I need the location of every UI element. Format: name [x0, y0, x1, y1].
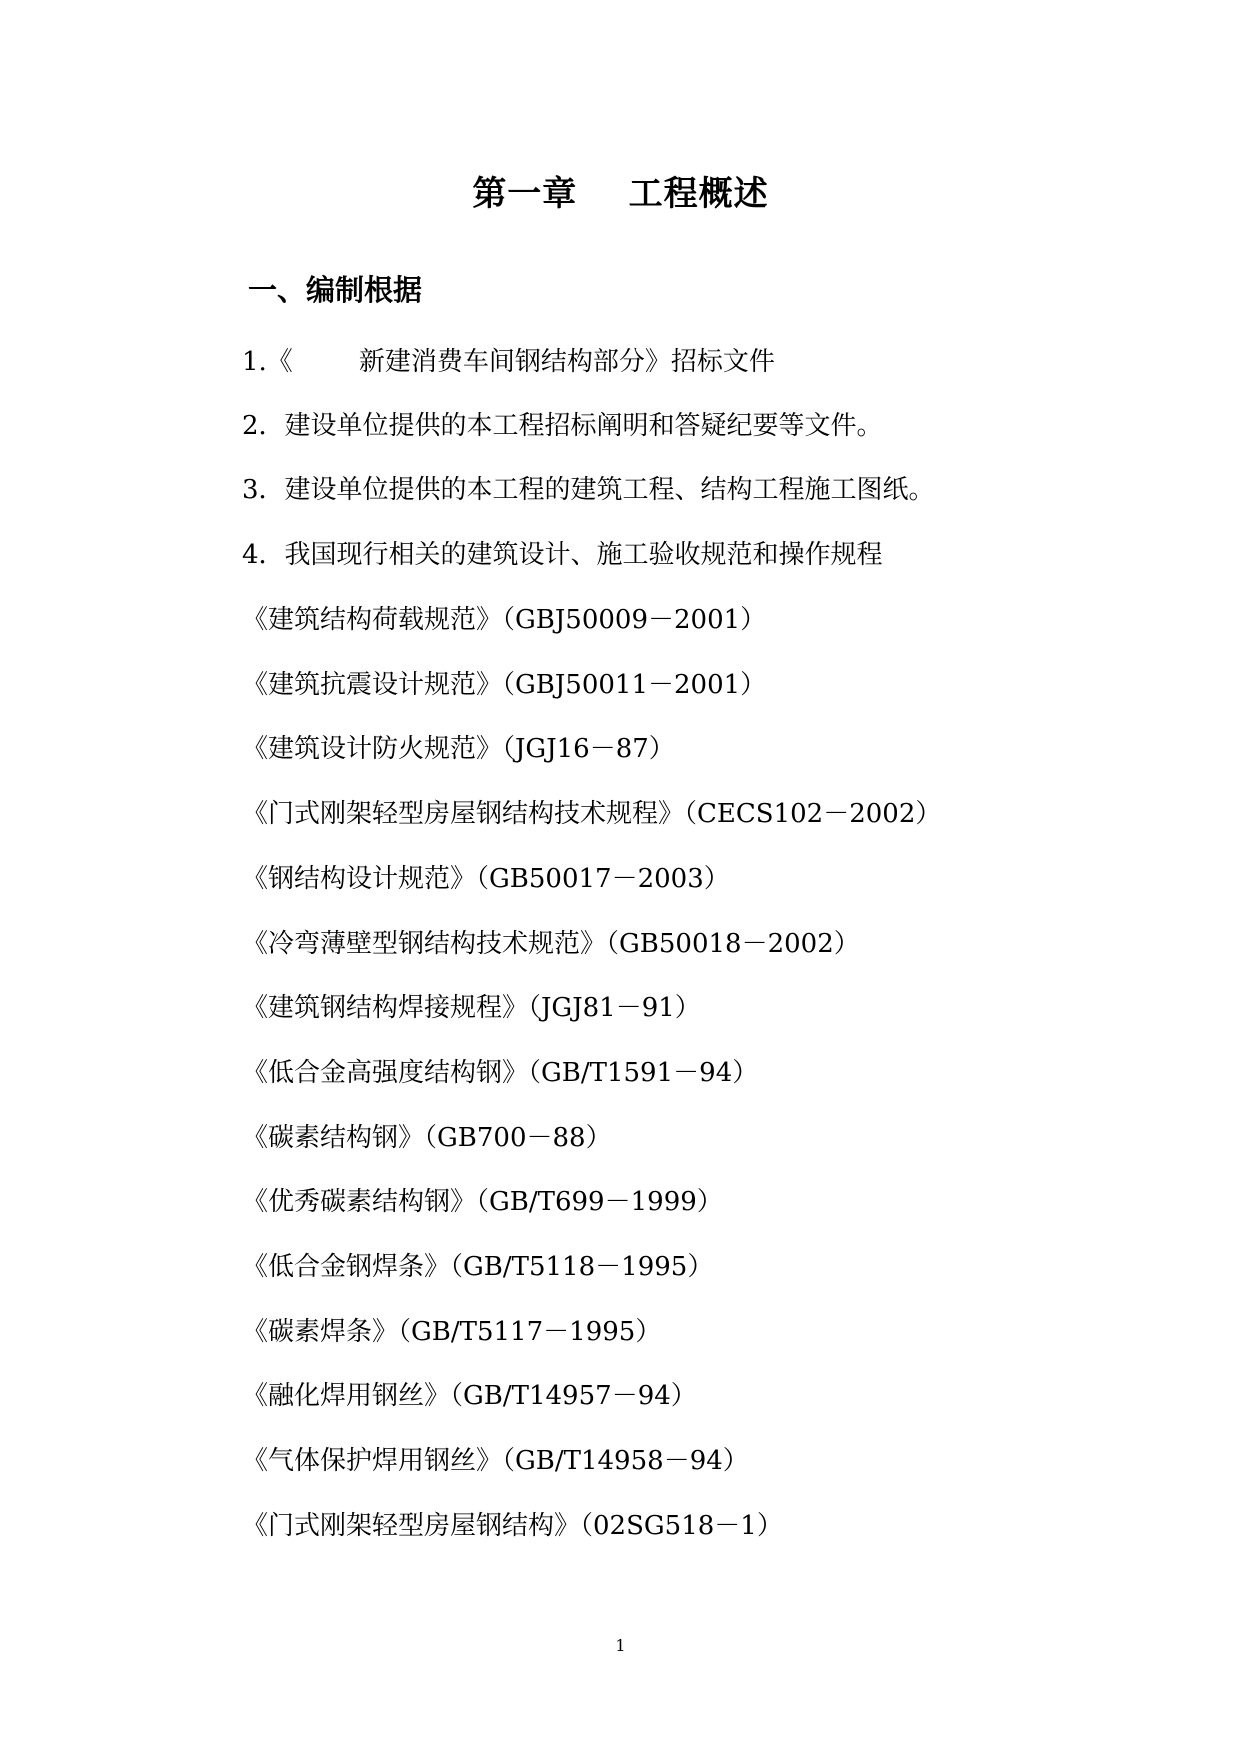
standard-item: 《建筑设计防火规范》（JGJ16－87）: [242, 734, 675, 764]
chapter-title: 第一章 工程概述: [472, 174, 769, 214]
standard-item: 《碳素焊条》（GB/T5117－1995）: [242, 1317, 662, 1347]
standard-item: 《建筑钢结构焊接规程》（JGJ81－91）: [242, 993, 701, 1023]
standard-item: 《碳素结构钢》（GB700－88）: [242, 1123, 612, 1153]
standard-item: 《冷弯薄壁型钢结构技术规范》（GB50018－2002）: [242, 929, 860, 959]
standard-item: 《建筑抗震设计规范》（GBJ50011－2001）: [242, 670, 767, 700]
standard-item: 《低合金高强度结构钢》（GB/T1591－94）: [242, 1058, 759, 1088]
standard-item: 《门式刚架轻型房屋钢结构》（02SG518－1）: [242, 1511, 783, 1541]
numbered-item-4: 4．我国现行相关的建筑设计、施工验收规范和操作规程: [242, 540, 883, 570]
standard-item: 《融化焊用钢丝》（GB/T14957－94）: [242, 1381, 697, 1411]
section-heading: 一、编制根据: [248, 273, 423, 307]
standard-item: 《优秀碳素结构钢》（GB/T699－1999）: [242, 1187, 723, 1217]
standard-item: 《低合金钢焊条》（GB/T5118－1995）: [242, 1252, 714, 1282]
page-number: 1: [615, 1636, 626, 1655]
standard-item: 《门式刚架轻型房屋钢结构技术规程》（CECS102－2002）: [242, 799, 942, 829]
standard-item: 《气体保护焊用钢丝》（GB/T14958－94）: [242, 1446, 749, 1476]
standard-item: 《钢结构设计规范》（GB50017－2003）: [242, 864, 730, 894]
numbered-item-2: 2．建设单位提供的本工程招标阐明和答疑纪要等文件。: [242, 411, 883, 441]
numbered-item-3: 3．建设单位提供的本工程的建筑工程、结构工程施工图纸。: [242, 475, 935, 505]
standard-item: 《建筑结构荷载规范》（GBJ50009－2001）: [242, 605, 767, 635]
numbered-item-1: 1.《 新建消费车间钢结构部分》招标文件: [242, 347, 775, 377]
